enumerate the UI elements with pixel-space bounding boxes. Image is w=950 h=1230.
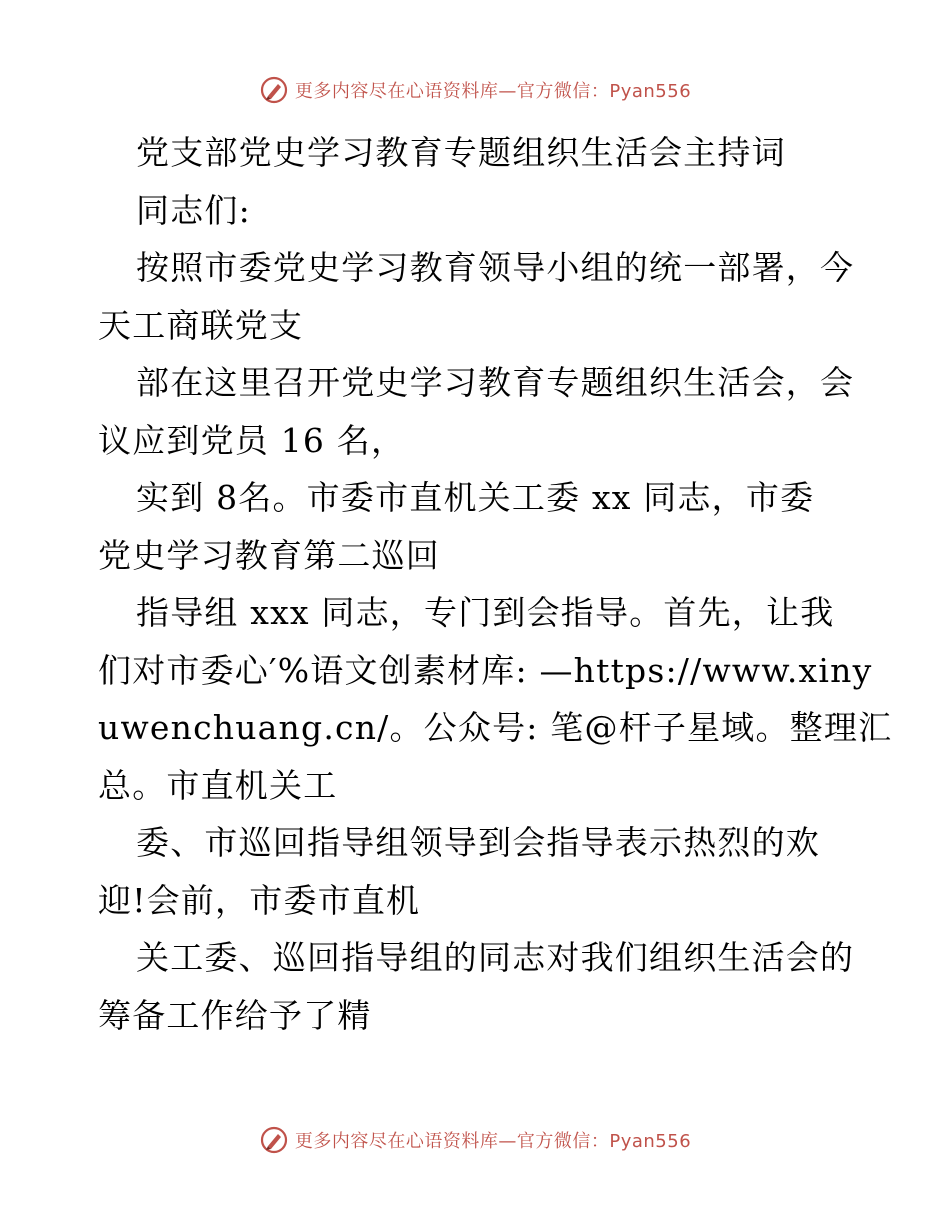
document-title: 党支部党史学习教育专题组织生活会主持词: [136, 133, 786, 172]
paragraph-line: 同志们:: [136, 190, 251, 230]
paragraph-line: 总。市直机关工: [98, 765, 338, 805]
paragraph-line: 迎!会前，市委市直机: [98, 880, 421, 920]
paragraph-line: 筹备工作给予了精: [98, 995, 372, 1035]
paragraph-line: 部在这里召开党史学习教育专题组织生活会，会: [136, 363, 855, 402]
paragraph-line: uwenchuang.cn/。公众号: 笔@杆子星域。整理汇: [98, 708, 893, 747]
paragraph-line: 委、市巡回指导组领导到会指导表示热烈的欢: [136, 823, 820, 862]
pen-logo-icon: [259, 1125, 289, 1155]
paragraph-line: 指导组 xxx 同志，专门到会指导。首先，让我: [136, 593, 835, 632]
footer-banner-text: 更多内容尽在心语资料库—官方微信：Pyan556: [294, 1131, 692, 1152]
paragraph-line: 党史学习教育第二巡回: [98, 535, 440, 575]
header-banner: [0, 70, 950, 110]
footer-banner: [0, 1120, 950, 1160]
paragraph-line: 议应到党员 16 名，: [98, 420, 406, 460]
document-body: [98, 124, 893, 1044]
paragraph-line: 实到 8名。市委市直机关工委 xx 同志，市委: [136, 478, 815, 517]
paragraph-line: 天工商联党支: [98, 305, 304, 345]
pen-logo-icon: [259, 75, 289, 105]
paragraph-line: 关工委、巡回指导组的同志对我们组织生活会的: [136, 938, 855, 977]
paragraph-line: 按照市委党史学习教育领导小组的统一部署，今: [136, 248, 855, 287]
paragraph-line: 们对市委心′%语文创素材库: —https://www.xiny: [98, 650, 873, 690]
header-banner-text: 更多内容尽在心语资料库—官方微信：Pyan556: [294, 81, 692, 102]
